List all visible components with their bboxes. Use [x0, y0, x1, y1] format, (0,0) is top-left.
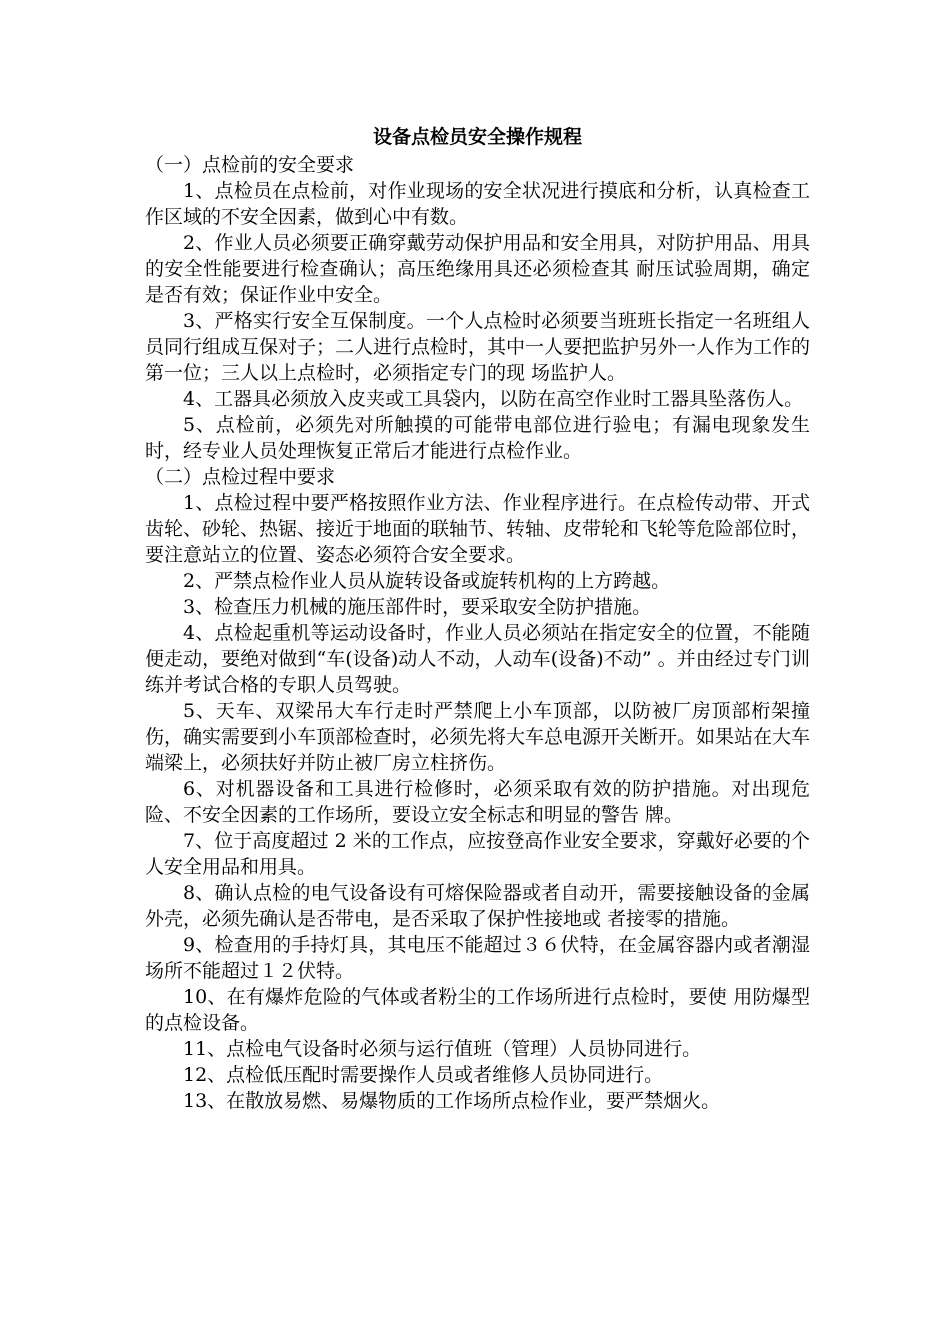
section-before-inspection	[145, 152, 810, 464]
document-page	[145, 122, 810, 1114]
document-title: 设备点检员安全操作规程	[372, 126, 582, 148]
section-during-inspection	[145, 464, 810, 1114]
rule-paragraph: 1、点检员在点检前，对作业现场的安全状况进行摸底和分析，认真检查工作区域的不安全因素，做到心中有数。	[145, 180, 810, 228]
rule-paragraph: 1、点检过程中要严格按照作业方法、作业程序进行。在点检传动带、开式齿轮、砂轮、热锯、接近于地面的联轴节、转轴、皮带轮和飞轮等危险部位时，要注意站立的位置、姿态必须符合安全要求。	[145, 492, 811, 566]
rule-paragraph: 4、工器具必须放入皮夹或工具袋内，以防在高空作业时工器具坠落伤人。	[183, 388, 804, 410]
rule-paragraph: 3、严格实行安全互保制度。一个人点检时必须要当班班长指定一名班组人员同行组成互保对子；二人进行点检时，其中一人要把监护另外一人作为工作的第一位；三人以上点检时，必须指定专门的现 场监护人。	[145, 310, 811, 384]
rule-paragraph: 10、在有爆炸危险的气体或者粉尘的工作场所进行点检时，要使 用防爆型的点检设备。	[145, 986, 810, 1034]
rule-paragraph: 6、对机器设备和工具进行检修时，必须采取有效的防护措施。对出现危险、不安全因素的工作场所，要设立安全标志和明显的警告 牌。	[145, 778, 810, 826]
section-heading: （二）点检过程中要求	[145, 466, 336, 488]
rule-paragraph: 2、作业人员必须要正确穿戴劳动保护用品和安全用具，对防护用品、用具的安全性能要进行检查确认；高压绝缘用具还必须检查其 耐压试验周期，确定是否有效；保证作业中安全。	[145, 232, 810, 306]
rule-paragraph: 11、点检电气设备时必须与运行值班（管理）人员协同进行。	[183, 1038, 702, 1060]
rule-paragraph: 3、检查压力机械的施压部件时，要采取安全防护措施。	[183, 596, 652, 618]
section-heading: （一）点检前的安全要求	[145, 154, 355, 176]
rule-paragraph: 9、检查用的手持灯具，其电压不能超过３６伏特，在金属容器内或者潮湿场所不能超过１２伏特。	[145, 934, 810, 982]
rule-paragraph: 12、点检低压配时需要操作人员或者维修人员协同进行。	[183, 1064, 664, 1086]
rule-paragraph: 4、点检起重机等运动设备时，作业人员必须站在指定安全的位置，不能随便走动，要绝对做到“车(设备)动人不动，人动车(设备)不动” 。并由经过专门训练并考试合格的专职人员驾驶。	[145, 622, 810, 696]
rule-paragraph: 2、严禁点检作业人员从旋转设备或旋转机构的上方跨越。	[183, 570, 671, 592]
rule-paragraph: 5、点检前，必须先对所触摸的可能带电部位进行验电；有漏电现象发生时，经专业人员处理恢复正常后才能进行点检作业。	[145, 414, 810, 462]
rule-paragraph: 5、天车、双梁吊大车行走时严禁爬上小车顶部，以防被厂房顶部桁架撞伤，确实需要到小车顶部检查时，必须先将大车总电源开关断开。如果站在大车端梁上，必须扶好并防止被厂房立柱挤伤。	[145, 700, 811, 774]
rule-paragraph: 13、在散放易燃、易爆物质的工作场所点检作业，要严禁烟火。	[183, 1090, 721, 1112]
rule-paragraph: 8、确认点检的电气设备设有可熔保险器或者自动开，需要接触设备的金属外壳，必须先确认是否带电，是否采取了保护性接地或 者接零的措施。	[145, 882, 810, 930]
rule-paragraph: 7、位于高度超过 2 米的工作点，应按登高作业安全要求，穿戴好必要的个人安全用品和用具。	[145, 830, 810, 878]
